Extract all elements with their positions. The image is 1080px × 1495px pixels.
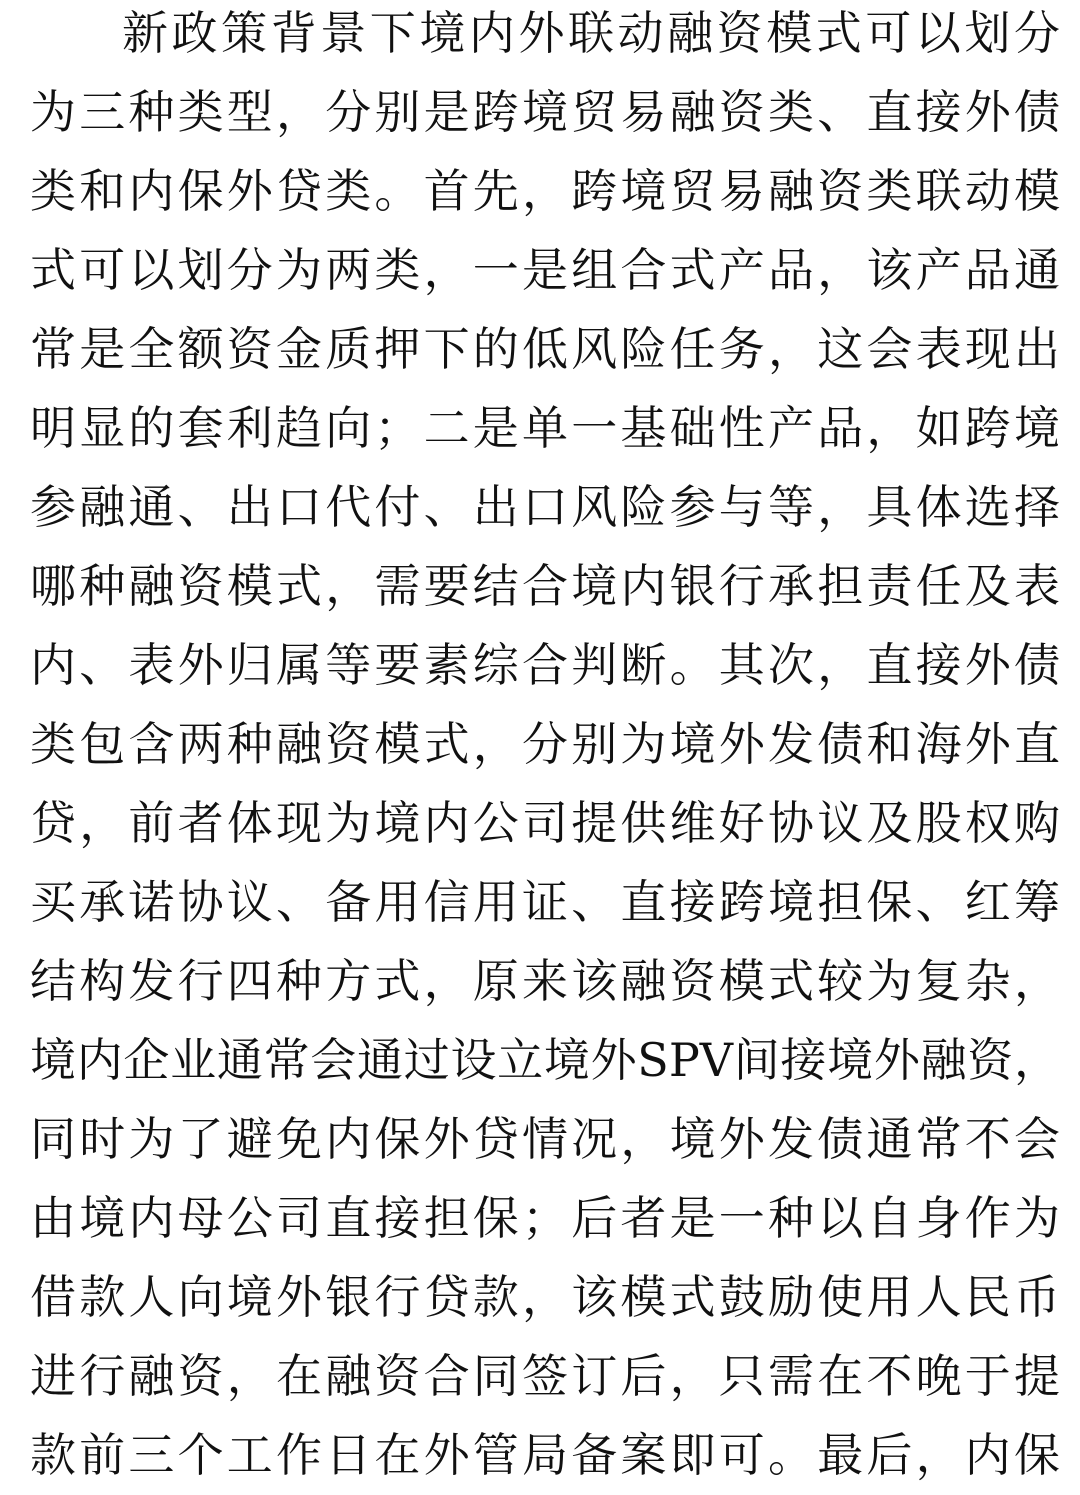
text-line: 款前三个工作日在外管局备案即可。最后，内保 — [30, 1428, 1060, 1482]
text-line: 进行融资，在融资合同签订后，只需在不晚于提 — [30, 1349, 1060, 1403]
text-line: 同时为了避免内保外贷情况，境外发债通常不会 — [30, 1112, 1060, 1166]
text-line: 内、表外归属等要素综合判断。其次，直接外债 — [30, 638, 1060, 692]
text-line: 买承诺协议、备用信用证、直接跨境担保、红筹 — [30, 875, 1060, 929]
text-line: 新政策背景下境内外联动融资模式可以划分 — [122, 6, 1060, 60]
text-line: 式可以划分为两类，一是组合式产品，该产品通 — [30, 243, 1060, 297]
paragraph — [30, 0, 1060, 1495]
text-line: 类包含两种融资模式，分别为境外发债和海外直 — [30, 717, 1060, 771]
text-line: 类和内保外贷类。首先，跨境贸易融资类联动模 — [30, 164, 1060, 218]
text-line: 常是全额资金质押下的低风险任务，这会表现出 — [30, 322, 1060, 376]
text-line: 哪种融资模式，需要结合境内银行承担责任及表 — [30, 559, 1060, 613]
text-line: 为三种类型，分别是跨境贸易融资类、直接外债 — [30, 85, 1060, 139]
text-line: 明显的套利趋向；二是单一基础性产品，如跨境 — [30, 401, 1060, 455]
text-line: 由境内母公司直接担保；后者是一种以自身作为 — [30, 1191, 1060, 1245]
text-line: 结构发行四种方式，原来该融资模式较为复杂， — [30, 954, 1060, 1008]
text-line: 参融通、出口代付、出口风险参与等，具体选择 — [30, 480, 1060, 534]
text-line: 境内企业通常会通过设立境外SPV间接境外融资， — [30, 1033, 1060, 1087]
text-line: 借款人向境外银行贷款，该模式鼓励使用人民币 — [30, 1270, 1060, 1324]
text-line: 贷，前者体现为境内公司提供维好协议及股权购 — [30, 796, 1060, 850]
